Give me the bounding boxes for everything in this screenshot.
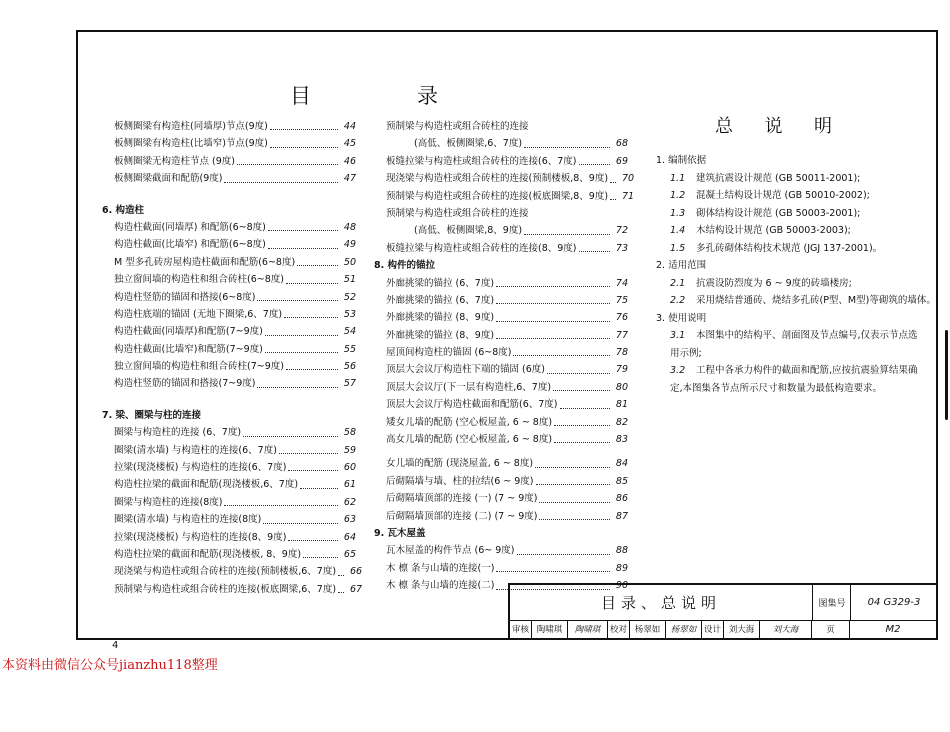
general-note-item bbox=[656, 222, 926, 240]
toc-entry-page: 56 bbox=[343, 361, 356, 373]
toc-leader-dots bbox=[560, 408, 610, 409]
general-note-text: 木结构设计规范 (GB 50003-2003); bbox=[696, 225, 851, 236]
toc-entry-title: 木 檩 条与山墙的连接(一) bbox=[386, 562, 495, 574]
toc-entry-page: 85 bbox=[615, 475, 628, 487]
toc-section-heading: 8. 构件的锚拉 bbox=[374, 260, 436, 272]
toc-entry-title: 构造柱截面(同墙厚) 和配筋(6~8度) bbox=[114, 221, 266, 233]
toc-entry-title: 板缝拉梁与构造柱或组合砖柱的连接(8、9度) bbox=[386, 242, 577, 254]
toc-entry-page: 77 bbox=[615, 329, 628, 341]
toc-entry-page: 60 bbox=[343, 462, 356, 474]
review-signature: 陶啸琪 bbox=[568, 620, 608, 638]
toc-leader-dots bbox=[539, 502, 610, 503]
toc-entry[interactable] bbox=[114, 511, 356, 528]
toc-entry-title: 圈梁(清水墙) 与构造柱的连接(8度) bbox=[114, 514, 262, 526]
general-note-number: 2.2 bbox=[670, 295, 686, 306]
toc-entry-page: 57 bbox=[343, 378, 356, 390]
toc-entry-page: 58 bbox=[343, 427, 356, 439]
general-note-number: 1.2 bbox=[670, 190, 686, 201]
toc-entry-title: 木 檩 条与山墙的连接(二) bbox=[386, 580, 495, 592]
general-notes-title bbox=[715, 112, 832, 138]
toc-entry-page: 75 bbox=[615, 294, 628, 306]
title-block bbox=[508, 583, 936, 638]
toc-leader-dots bbox=[536, 484, 610, 485]
toc-entry-page: 87 bbox=[615, 510, 628, 522]
toc-entry[interactable] bbox=[386, 135, 628, 152]
toc-leader-dots bbox=[288, 470, 338, 471]
toc-leader-dots bbox=[338, 575, 344, 576]
general-section-heading: 2. 适用范围 bbox=[656, 260, 707, 271]
page-value: M2 bbox=[885, 623, 901, 635]
toc-entry-title: 预制梁与构造柱或组合砖柱的连接(板底圈梁,8、9度) bbox=[386, 190, 609, 202]
toc-entry[interactable] bbox=[386, 222, 628, 239]
general-note-item bbox=[656, 187, 926, 205]
toc-entry-page: 44 bbox=[343, 120, 356, 132]
toc-entry-page: 64 bbox=[343, 531, 356, 543]
toc-title-char: 目 bbox=[290, 84, 313, 108]
toc-entry-page: 62 bbox=[343, 496, 356, 508]
toc-section-heading: 9. 瓦木屋盖 bbox=[374, 527, 426, 539]
toc-entry-title: 独立窗间墙的构造柱和组合砖柱(7~9度) bbox=[114, 361, 284, 373]
toc-leader-dots bbox=[270, 147, 338, 148]
toc-entry-title: 预制梁与构造柱或组合砖柱的连接 bbox=[386, 120, 529, 132]
toc-leader-dots bbox=[610, 182, 616, 183]
toc-column-right bbox=[374, 118, 635, 595]
toc-entry[interactable] bbox=[386, 327, 628, 344]
page-number: 4 bbox=[112, 640, 119, 651]
toc-entry-title: 拉梁(现浇楼板) 与构造柱的连接(6、7度) bbox=[114, 462, 287, 474]
toc-leader-dots bbox=[513, 355, 610, 356]
toc-leader-dots bbox=[268, 248, 338, 249]
toc-entry[interactable] bbox=[386, 361, 628, 378]
toc-entry-title: 独立窗间墙的构造柱和组合砖柱(6~8度) bbox=[114, 274, 284, 286]
toc-entry[interactable] bbox=[114, 494, 356, 511]
toc-leader-dots bbox=[288, 540, 338, 541]
toc-entry-title: 构造柱拉梁的截面和配筋(现浇楼板,6、7度) bbox=[114, 479, 299, 491]
toc-entry[interactable] bbox=[114, 442, 356, 459]
toc-entry-page: 61 bbox=[343, 479, 356, 491]
toc-entry-title: 现浇梁与构造柱或组合砖柱的连接(预制楼板,8、9度) bbox=[386, 173, 609, 185]
general-note-number: 3.2 bbox=[670, 365, 686, 376]
toc-leader-dots bbox=[539, 519, 610, 520]
toc-entry-title: 构造柱截面(比墙窄)和配筋(7~9度) bbox=[114, 343, 263, 355]
toc-entry-page: 49 bbox=[343, 239, 356, 251]
toc-title-char: 录 bbox=[417, 84, 440, 108]
toc-entry[interactable] bbox=[114, 118, 356, 135]
general-note-text: 多孔砖砌体结构技术规范 (JGJ 137-2001)。 bbox=[696, 242, 883, 254]
toc-entry-title: 外廊挑梁的锚拉 (6、7度) bbox=[386, 294, 495, 306]
toc-entry-page: 63 bbox=[343, 514, 356, 526]
general-note-item bbox=[656, 292, 936, 310]
toc-entry[interactable] bbox=[114, 236, 356, 253]
toc-entry-title: 构造柱截面(比墙窄) 和配筋(6~8度) bbox=[114, 239, 266, 251]
atlas-number-label: 图集号 bbox=[812, 585, 851, 620]
toc-leader-dots bbox=[268, 230, 338, 231]
toc-entry[interactable] bbox=[386, 473, 628, 490]
toc-entry-title: 圈梁与构造柱的连接(8度) bbox=[114, 496, 223, 508]
toc-entry-title: 后砌隔墙顶部的连接 (二) (7 ~ 9度) bbox=[386, 510, 538, 522]
toc-leader-dots bbox=[286, 283, 338, 284]
toc-entry-page: 48 bbox=[343, 221, 356, 233]
general-note-text: 工程中各承力构件的截面和配筋,应按抗震验算结果确定,本图集各节点所示尺寸和数量为最低构造要求。 bbox=[670, 365, 918, 394]
check-name: 杨翠如 bbox=[630, 620, 666, 638]
toc-entry[interactable] bbox=[114, 135, 356, 152]
toc-entry[interactable] bbox=[386, 455, 628, 472]
toc-entry[interactable] bbox=[114, 323, 356, 340]
toc-leader-dots bbox=[524, 147, 610, 148]
toc-entry[interactable] bbox=[386, 188, 635, 205]
toc-entry-title: 板侧圈梁有构造柱(同墙厚)节点(9度) bbox=[114, 120, 268, 132]
toc-entry-page: 69 bbox=[615, 155, 628, 167]
toc-entry-title: 顶层大会议厅构造柱截面和配筋(6、7度) bbox=[386, 399, 558, 411]
toc-entry-page: 70 bbox=[621, 173, 635, 185]
toc-leader-dots bbox=[279, 453, 338, 454]
toc-entry[interactable] bbox=[386, 205, 628, 222]
toc-entry-title: 高女儿墙的配筋 (空心板屋盖, 6 ~ 8度) bbox=[386, 434, 553, 446]
toc-leader-dots bbox=[284, 317, 338, 318]
toc-entry[interactable] bbox=[386, 275, 628, 292]
toc-entry[interactable] bbox=[114, 306, 356, 323]
toc-entry-title: M 型多孔砖房屋构造柱截面和配筋(6~8度) bbox=[114, 256, 296, 268]
general-note-text: 建筑抗震设计规范 (GB 50011-2001); bbox=[696, 172, 861, 184]
toc-leader-dots bbox=[496, 286, 610, 287]
toc-leader-dots bbox=[237, 164, 338, 165]
watermark-text: 本资料由微信公众号jianzhu118整理 bbox=[2, 658, 218, 673]
toc-entry-page: 71 bbox=[621, 190, 635, 202]
toc-entry[interactable] bbox=[386, 431, 628, 448]
toc-entry[interactable] bbox=[114, 424, 356, 441]
general-note-text: 抗震设防烈度为 6 ~ 9度的砖墙楼房; bbox=[696, 277, 852, 289]
toc-spacer bbox=[386, 448, 628, 455]
toc-entry-page: 51 bbox=[343, 274, 356, 286]
toc-entry-page: 54 bbox=[343, 326, 356, 338]
toc-leader-dots bbox=[300, 488, 338, 489]
general-note-number: 1.5 bbox=[670, 242, 686, 254]
toc-entry[interactable] bbox=[114, 581, 363, 598]
toc-entry-title: 拉梁(现浇楼板) 与构造柱的连接(8、9度) bbox=[114, 531, 287, 543]
toc-entry-page: 83 bbox=[615, 434, 628, 446]
toc-leader-dots bbox=[547, 373, 610, 374]
toc-entry-title: 构造柱底端的锚固 (无地下圈梁,6、7度) bbox=[114, 308, 283, 320]
toc-entry-title: 构造柱拉梁的截面和配筋(现浇楼板, 8、9度) bbox=[114, 548, 302, 560]
toc-entry-page: 52 bbox=[343, 291, 356, 303]
toc-leader-dots bbox=[496, 303, 610, 304]
toc-leader-dots bbox=[554, 442, 610, 443]
toc-leader-dots bbox=[579, 164, 610, 165]
toc-entry-title: 板侧圈梁无构造柱节点 (9度) bbox=[114, 155, 235, 167]
toc-entry-page: 45 bbox=[343, 138, 356, 150]
title-block-main-title: 目录、总说明 bbox=[600, 594, 721, 612]
general-note-text: 本图集中的结构平、剖面图及节点编号,仅表示节点选用示例; bbox=[670, 330, 918, 359]
toc-leader-dots bbox=[286, 369, 338, 370]
toc-entry[interactable] bbox=[386, 118, 628, 135]
general-section-heading: 3. 使用说明 bbox=[656, 312, 707, 324]
toc-entry[interactable] bbox=[386, 240, 628, 257]
toc-entry-page: 80 bbox=[615, 381, 628, 393]
toc-entry[interactable] bbox=[386, 379, 628, 396]
general-note-item bbox=[656, 170, 926, 188]
toc-entry-page: 81 bbox=[615, 399, 628, 411]
general-note-text: 砌体结构设计规范 (GB 50003-2001); bbox=[696, 207, 861, 219]
toc-entry-page: 74 bbox=[615, 277, 628, 289]
general-note-text: 采用烧结普通砖、烧结多孔砖(P型、M型)等砌筑的墙体。 bbox=[696, 295, 936, 306]
review-name: 陶啸琪 bbox=[532, 620, 568, 638]
toc-entry-page: 55 bbox=[343, 343, 356, 355]
general-notes bbox=[656, 152, 936, 397]
toc-section-heading: 7. 梁、圈梁与柱的连接 bbox=[102, 409, 202, 421]
toc-entry[interactable] bbox=[386, 508, 628, 525]
review-label: 审核 bbox=[510, 620, 532, 638]
toc-entry[interactable] bbox=[386, 153, 628, 170]
toc-entry[interactable] bbox=[386, 560, 628, 577]
toc-entry-page: 89 bbox=[615, 562, 628, 574]
toc-entry[interactable] bbox=[114, 170, 356, 187]
toc-entry-title: 现浇梁与构造柱或组合砖柱的连接(预制楼板,6、7度) bbox=[114, 566, 337, 578]
toc-leader-dots bbox=[265, 352, 338, 353]
toc-entry-page: 59 bbox=[343, 444, 356, 456]
general-note-item bbox=[656, 275, 926, 293]
toc-entry-page: 90 bbox=[615, 580, 628, 592]
general-note-item bbox=[656, 205, 926, 223]
toc-entry[interactable] bbox=[114, 153, 356, 170]
toc-entry-title: 构造柱竖筋的锚固和搭接(6~8度) bbox=[114, 291, 256, 303]
general-note-item bbox=[656, 240, 926, 258]
toc-entry[interactable] bbox=[114, 546, 356, 563]
general-note-number: 1.4 bbox=[670, 225, 686, 236]
atlas-number-value: 04 G329-3 bbox=[850, 585, 937, 620]
general-title-char: 说 bbox=[764, 116, 783, 137]
toc-entry-page: 72 bbox=[615, 225, 628, 237]
design-name: 刘大海 bbox=[724, 620, 760, 638]
toc-entry-title: 后砌隔墙顶部的连接 (一) (7 ~ 9度) bbox=[386, 493, 538, 505]
toc-entry[interactable] bbox=[386, 344, 628, 361]
toc-entry[interactable] bbox=[114, 476, 356, 493]
toc-entry-title: 板侧圈梁有构造柱(比墙窄)节点(9度) bbox=[114, 138, 268, 150]
toc-entry[interactable] bbox=[114, 358, 356, 375]
page-edge-mark bbox=[945, 330, 948, 420]
toc-entry[interactable] bbox=[114, 289, 356, 306]
toc-entry-page: 47 bbox=[343, 173, 356, 185]
toc-leader-dots bbox=[535, 467, 610, 468]
toc-entry-page: 84 bbox=[615, 458, 628, 470]
page-label: 页 bbox=[812, 620, 850, 638]
toc-entry-title: 板侧圈梁截面和配筋(9度) bbox=[114, 173, 223, 185]
toc-entry-page: 88 bbox=[615, 545, 628, 557]
toc-entry-title: 外廊挑梁的锚拉 (8、9度) bbox=[386, 329, 495, 341]
check-signature: 杨翠如 bbox=[666, 620, 702, 638]
toc-spacer bbox=[114, 188, 356, 202]
toc-leader-dots bbox=[610, 199, 616, 200]
toc-entry-page: 53 bbox=[343, 308, 356, 320]
toc-leader-dots bbox=[496, 338, 610, 339]
toc-entry[interactable] bbox=[386, 170, 635, 187]
toc-entry[interactable] bbox=[114, 219, 356, 236]
toc-leader-dots bbox=[496, 321, 610, 322]
toc-leader-dots bbox=[554, 425, 610, 426]
toc-spacer bbox=[114, 393, 356, 407]
toc-entry-page: 67 bbox=[349, 583, 363, 595]
toc-entry[interactable] bbox=[114, 563, 363, 580]
toc-entry[interactable] bbox=[114, 375, 356, 392]
toc-entry[interactable] bbox=[114, 254, 356, 271]
check-label: 校对 bbox=[608, 620, 630, 638]
toc-entry-page: 50 bbox=[343, 256, 356, 268]
toc-entry[interactable] bbox=[386, 396, 628, 413]
toc-entry-title: 构造柱竖筋的锚固和搭接(7~9度) bbox=[114, 378, 256, 390]
toc-entry-title: 构造柱截面(同墙厚)和配筋(7~9度) bbox=[114, 326, 263, 338]
toc-entry-title: 屋顶间构造柱的锚固 (6~8度) bbox=[386, 347, 512, 359]
toc-entry-title: (高低、板侧圈梁,8、9度) bbox=[414, 225, 523, 237]
toc-entry[interactable] bbox=[114, 341, 356, 358]
toc-entry-title: 圈梁(清水墙) 与构造柱的连接(6、7度) bbox=[114, 444, 277, 456]
toc-leader-dots bbox=[224, 505, 338, 506]
toc-entry[interactable] bbox=[114, 459, 356, 476]
toc-leader-dots bbox=[257, 387, 338, 388]
toc-entry-page: 66 bbox=[349, 566, 363, 578]
toc-leader-dots bbox=[496, 571, 610, 572]
general-note-item bbox=[656, 362, 926, 397]
toc-entry-title: 板缝拉梁与构造柱或组合砖柱的连接(6、7度) bbox=[386, 155, 577, 167]
toc-title bbox=[290, 80, 440, 110]
toc-entry-page: 68 bbox=[615, 138, 628, 150]
toc-leader-dots bbox=[524, 234, 610, 235]
toc-entry-title: 后砌隔墙与墙、柱的拉结(6 ~ 9度) bbox=[386, 475, 534, 487]
toc-entry[interactable] bbox=[386, 292, 628, 309]
toc-entry-page: 79 bbox=[615, 364, 628, 376]
toc-entry-title: 矮女儿墙的配筋 (空心板屋盖, 6 ~ 8度) bbox=[386, 416, 553, 428]
toc-entry[interactable] bbox=[386, 414, 628, 431]
toc-entry-title: 外廊挑梁的锚拉 (8、9度) bbox=[386, 312, 495, 324]
toc-entry-title: 顶层大会议厅(下一层有构造柱,6、7度) bbox=[386, 381, 552, 393]
general-note-number: 1.1 bbox=[670, 172, 686, 184]
toc-leader-dots bbox=[297, 265, 338, 266]
general-note-number: 1.3 bbox=[670, 207, 686, 219]
toc-entry-page: 76 bbox=[615, 312, 628, 324]
toc-leader-dots bbox=[270, 129, 338, 130]
toc-entry-page: 65 bbox=[343, 548, 356, 560]
general-title-char: 总 bbox=[715, 116, 733, 137]
toc-entry-title: 顶层大会议厅构造柱下端的锚固 (6度) bbox=[386, 364, 545, 376]
toc-entry-title: (高低、板侧圈梁,6、7度) bbox=[414, 138, 523, 150]
toc-entry[interactable] bbox=[114, 271, 356, 288]
design-label: 设计 bbox=[702, 620, 724, 638]
toc-entry-page: 82 bbox=[615, 416, 628, 428]
toc-leader-dots bbox=[265, 335, 338, 336]
toc-leader-dots bbox=[553, 390, 610, 391]
general-note-text: 混凝土结构设计规范 (GB 50010-2002); bbox=[696, 190, 870, 201]
toc-leader-dots bbox=[263, 523, 338, 524]
toc-leader-dots bbox=[257, 300, 338, 301]
toc-column-left bbox=[102, 118, 363, 598]
toc-leader-dots bbox=[224, 182, 338, 183]
toc-entry-page: 78 bbox=[615, 347, 628, 359]
toc-entry[interactable] bbox=[114, 529, 356, 546]
toc-leader-dots bbox=[338, 592, 344, 593]
general-note-number: 2.1 bbox=[670, 277, 686, 289]
toc-entry-page: 46 bbox=[343, 155, 356, 167]
toc-leader-dots bbox=[243, 436, 338, 437]
toc-entry-title: 预制梁与构造柱或组合砖柱的连接(板底圈梁,6、7度) bbox=[114, 583, 337, 595]
toc-entry-title: 外廊挑梁的锚拉 (6、7度) bbox=[386, 277, 495, 289]
design-signature: 刘大海 bbox=[760, 620, 812, 638]
toc-entry-title: 圈梁与构造柱的连接 (6、7度) bbox=[114, 427, 242, 439]
toc-entry[interactable] bbox=[386, 490, 628, 507]
toc-leader-dots bbox=[579, 251, 610, 252]
toc-section-heading: 6. 构造柱 bbox=[102, 204, 145, 216]
toc-entry-title: 女儿墙的配筋 (现浇屋盖, 6 ~ 8度) bbox=[386, 458, 534, 470]
toc-entry-title: 预制梁与构造柱或组合砖柱的连接 bbox=[386, 207, 529, 219]
general-title-char: 明 bbox=[814, 116, 832, 137]
general-note-item bbox=[656, 327, 926, 362]
general-note-number: 3.1 bbox=[670, 330, 686, 341]
toc-leader-dots bbox=[517, 554, 610, 555]
toc-entry[interactable] bbox=[386, 542, 628, 559]
toc-leader-dots bbox=[303, 557, 338, 558]
toc-entry-title: 瓦木屋盖的构件节点 (6~ 9度) bbox=[386, 545, 515, 557]
toc-entry-page: 73 bbox=[615, 242, 628, 254]
toc-entry[interactable] bbox=[386, 309, 628, 326]
toc-entry-page: 86 bbox=[615, 493, 628, 505]
general-section-heading: 1. 编制依据 bbox=[656, 155, 707, 166]
